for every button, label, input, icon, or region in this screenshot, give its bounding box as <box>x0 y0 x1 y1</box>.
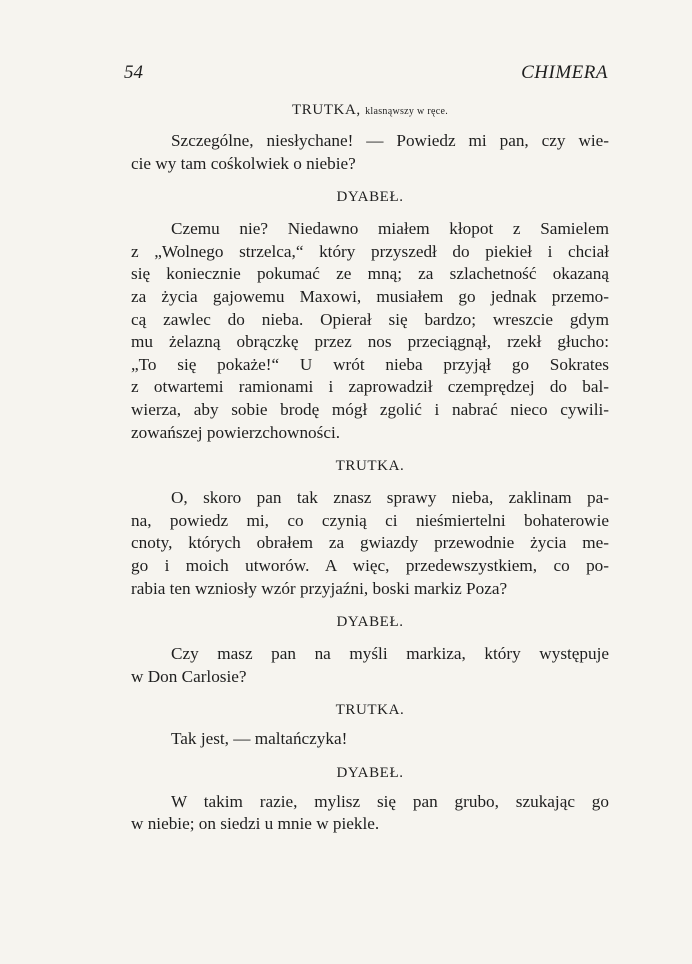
text-line: cie wy tam cośkolwiek o niebie? <box>131 153 356 173</box>
text-line: go i moich utworów. A więc, przedewszystkiem, co po- <box>131 555 609 575</box>
dialogue-block <box>131 612 609 688</box>
text-line: wierza, aby sobie brodę mógł zgolić i nabrać nieco cywili- <box>131 399 609 419</box>
running-title: CHIMERA <box>521 62 608 83</box>
text-line: z „Wolnego strzelca,“ który przyszedł do piekieł i chciał <box>131 241 609 261</box>
dialogue-block <box>131 763 609 836</box>
text-line: za życia gajowemu Maxowi, musiałem go jednak przemo- <box>131 286 609 306</box>
speaker-name <box>131 100 609 122</box>
speaker-name: TRUTKA. <box>335 458 405 475</box>
dialogue-block <box>131 187 609 444</box>
speaker-name: DYABEŁ. <box>336 764 404 781</box>
text-line: „To się pokaże!“ U wrót nieba przyjął go Sokrates <box>131 354 609 374</box>
text-line: na, powiedz mi, co czynią ci nieśmiertelni bohaterowie <box>131 510 609 530</box>
speaker-name: DYABEŁ. <box>336 189 404 206</box>
page-number: 54 <box>124 62 143 83</box>
text-line: z otwartemi ramionami i zaprowadził czemprędzej do bal- <box>131 377 609 397</box>
text-line: zowańszej powierzchowności. <box>131 422 341 442</box>
speaker-name: TRUTKA. <box>335 702 405 719</box>
speech-paragraph <box>131 643 609 688</box>
text-line: Szczególne, niesłychane! — Powiedz mi pan, czy wie- <box>171 131 609 150</box>
dialogue-block <box>131 456 609 600</box>
speech-paragraph <box>131 791 609 836</box>
speech-paragraph <box>131 130 609 175</box>
dialogue-block <box>131 100 609 175</box>
text-line: Czemu nie? Niedawno miałem kłopot z Samielem <box>171 219 609 239</box>
dialogue-block <box>131 700 609 751</box>
text-line: się koniecznie pokumać ze mną; za szlachetność okazaną <box>131 264 609 284</box>
text-line: W takim razie, mylisz się pan grubo, szukając go <box>171 791 609 811</box>
text-line: w niebie; on siedzi u mnie w piekle. <box>131 814 380 834</box>
speech-paragraph <box>131 487 609 600</box>
speech-paragraph <box>131 218 609 444</box>
text-line: cnoty, których obrałem za gwiazdy przewodnie życia me- <box>131 533 609 553</box>
text-line: Czy masz pan na myśli markiza, który występuje <box>171 644 609 664</box>
speech-paragraph <box>131 728 609 751</box>
text-line: O, skoro pan tak znasz sprawy nieba, zaklinam pa- <box>171 488 609 508</box>
text-line: rabia ten wzniosły wzór przyjaźni, boski markiz Poza? <box>131 578 508 598</box>
text-line: w Don Carlosie? <box>131 666 247 686</box>
dialogue-text <box>131 100 609 836</box>
text-line: Tak jest, — maltańczyka! <box>171 729 348 749</box>
stage-direction: klasnąwszy w ręce. <box>365 106 448 117</box>
speaker-name: DYABEŁ. <box>336 614 404 631</box>
text-line: cą zawlec do nieba. Opierał się bardzo; wreszcie gdym <box>131 309 609 329</box>
text-line: mu żelazną obrączkę przez nos przeciągnął, rzekł głucho: <box>131 332 609 352</box>
speaker-label: TRUTKA, <box>291 102 361 118</box>
